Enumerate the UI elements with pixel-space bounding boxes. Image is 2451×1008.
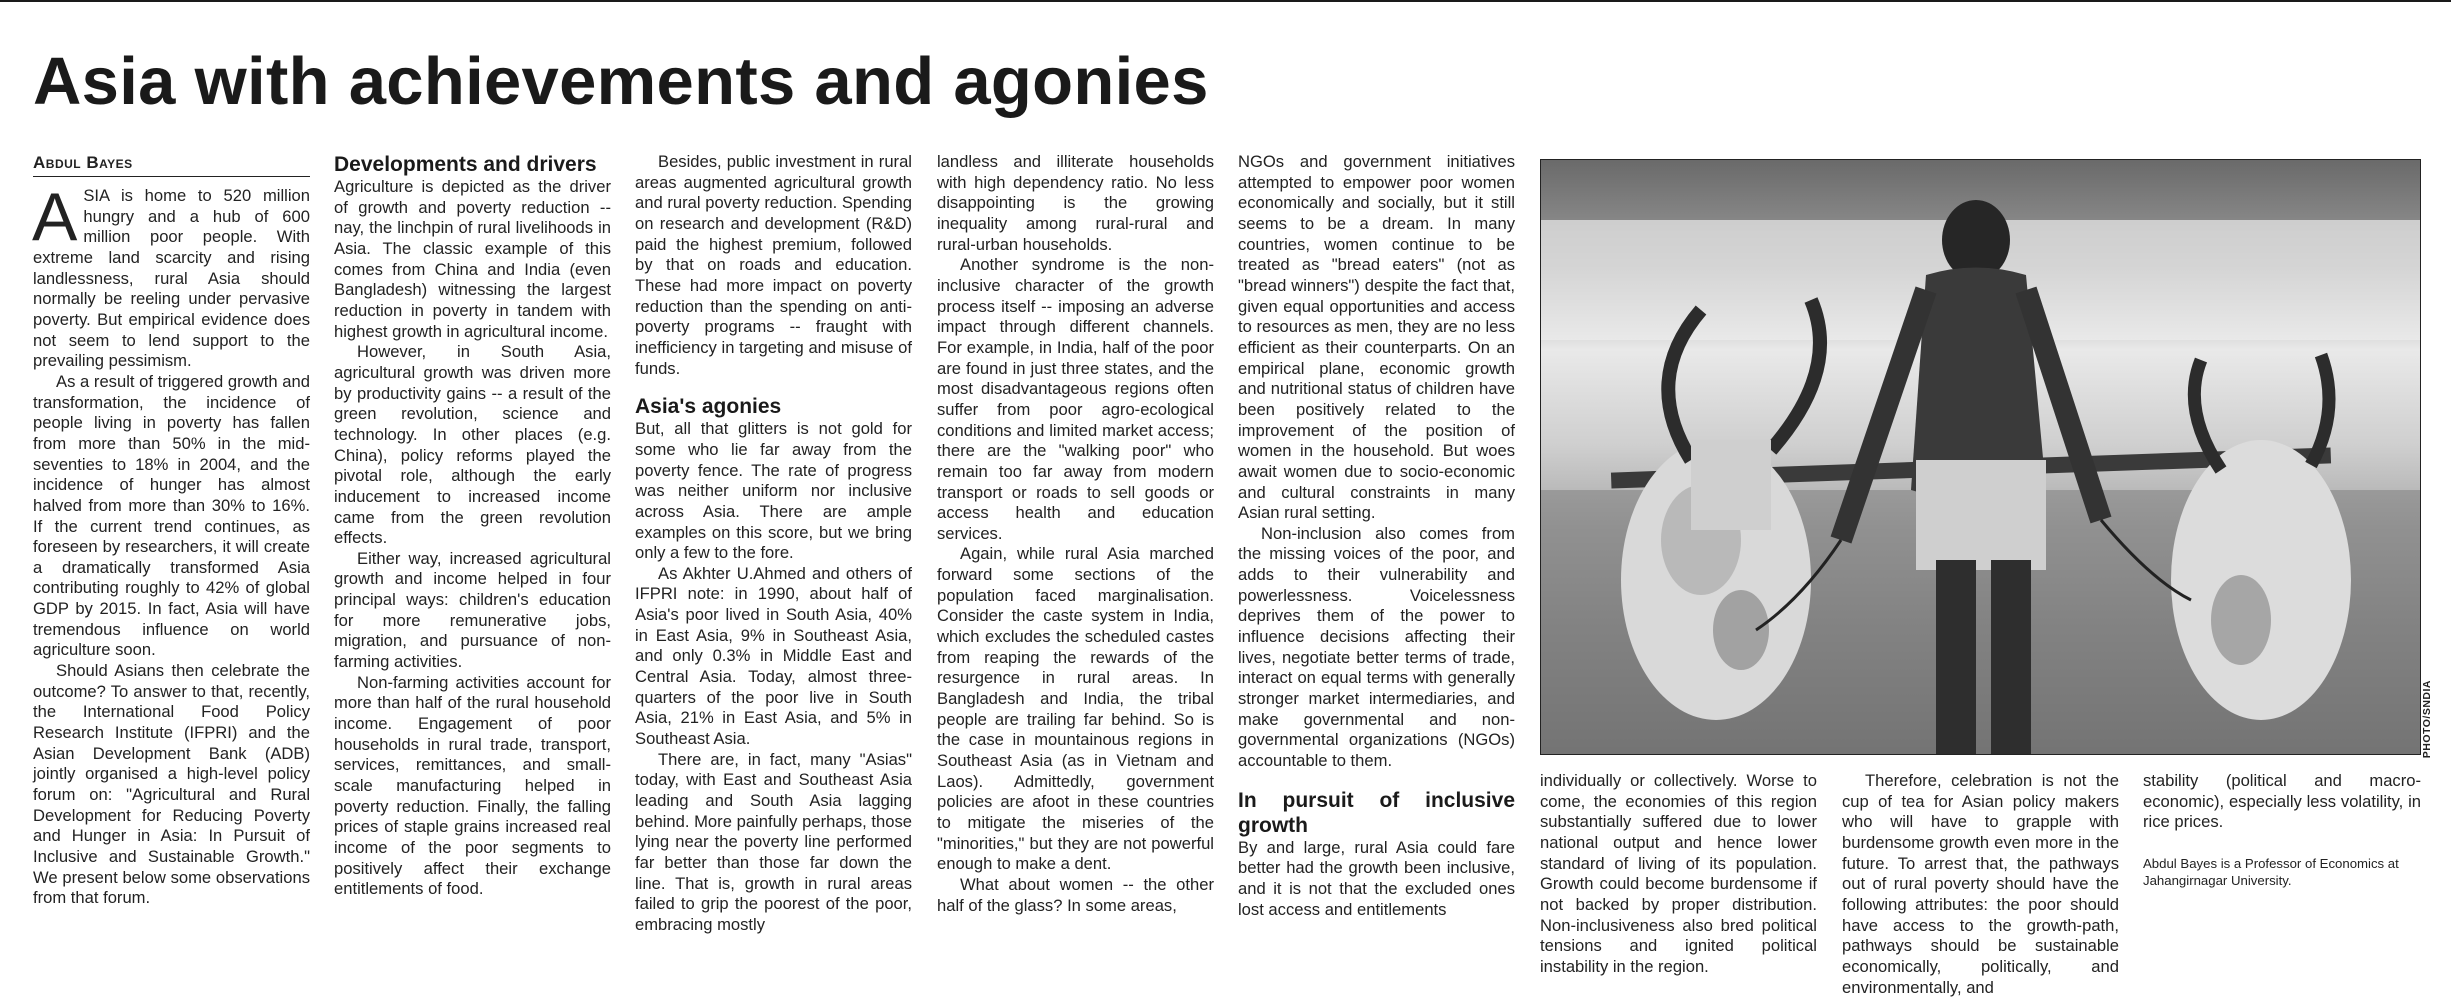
paragraph: As a result of triggered growth and transformation, the incidence of people living in poverty has fallen from more than 50% in the mid-seventies to 18% in 2004, and the incidence of hunger has almost halved from more than 30% to 16%. If the current trend continues, as foreseen by researchers, it will create a dramatically transformed Asia contributing roughly to 42% of global GDP by 2015. In fact, Asia will have tremendous influence on world agriculture soon. [33, 371, 310, 660]
column-8 [2143, 771, 2421, 889]
paragraph: Non-farming activities account for more than half of the rural household income. Engagement of poor households in rural trade, transport, services, remittances, and small-scale manufacturing helped in poverty reduction. Finally, the falling prices of staple grains increased real income of the poor segments to positively affect their exchange entitlements of food. [334, 672, 611, 899]
column-5 [1238, 152, 1515, 920]
farmer-with-oxen-photo [1540, 159, 2421, 755]
paragraph: NGOs and government initiatives attempted to empower poor women economically and socially, but it still seems to be a dream. In many countries, women continue to be treated as "bread eaters" (not as "bread winners") despite the fact that, given equal opportunities and access to resources as men, they are no less efficient as their counterparts. On an empirical plane, economic growth and nutritional status of children have been positively related to the improvement of the position of women in the household. But woes await women due to socio-economic and cultural constraints in many Asian rural setting. [1238, 152, 1515, 523]
column-3 [635, 152, 912, 936]
intro-paragraph: ASIA is home to 520 million hungry and a hub of 600 million poor people. With extreme land scarcity and rising landlessness, rural Asia should normally be reeling under pervasive poverty. But empirical evidence does not seem to lend support to the prevailing pessimism. [32, 179, 310, 371]
paragraph: landless and illiterate households with high dependency ratio. No less disappointing is the growing inequality among rural-rural and rural-urban households. [937, 152, 1214, 254]
column-4 [937, 152, 1214, 916]
paragraph: Either way, increased agricultural growth and income helped in four principal ways: children's education for more remunerative jobs, migration, and pursuance of non-farming activities. [334, 548, 611, 672]
author-note: Abdul Bayes is a Professor of Economics at Jahangirnagar University. [2143, 855, 2399, 888]
column-1 [33, 152, 310, 909]
paragraph: There are, in fact, many "Asias" today, with East and Southeast Asia leading and South Asia lagging behind. More painfully perhaps, those lying near the poverty line performed far better than those far down the line. That is, growth in rural areas failed to grip the poorest of the poor, embracing mostly [635, 749, 912, 934]
section-heading: Developments and drivers [334, 153, 597, 176]
paragraph: As Akhter U.Ahmed and others of IFPRI note: in 1990, about half of Asia's poor lived in South Asia, 40% in East Asia, 9% in Southeast Asia, and only 0.3% in Middle East and Central Asia. Today, almost three-quarters of the poor live in South Asia, 21% in East Asia, and 5% in Southeast Asia. [635, 563, 912, 749]
dropcap: A [32, 179, 78, 255]
photo-credit: PHOTO/SNDIA [2421, 680, 2433, 759]
top-rule [0, 0, 2451, 2]
photo-illustration [1541, 160, 2421, 755]
paragraph: But, all that glitters is not gold for some who lie far away from the poverty fence. The rate of progress was neither uniform nor inclusive across Asia. There are ample examples on this score, but we bring only a few to the fore. [635, 419, 912, 563]
paragraph: Therefore, celebration is not the cup of tea for Asian policy makers who will have to grapple with burdensome growth even more in the future. To arrest that, the pathways out of rural poverty should have the following attributes: the poor should have access to the growth-path, pathways should be sustainable economically, politically, and environmentally, and [1842, 771, 2119, 997]
paragraph: However, in South Asia, agricultural growth was driven more by productivity gains -- a result of the green revolution, science and technology. In other places (e.g. China), policy reforms played the pivotal role, although the early inducement to increased income came from the green revolution effects. [334, 342, 611, 548]
section-heading: Asia's agonies [635, 395, 782, 419]
byline: Abdul Bayes [33, 152, 310, 177]
column-7 [1842, 771, 2119, 998]
paragraph: individually or collectively. Worse to come, the economies of this region substantially suffered due to lower national output and hence lower standard of living of its population. Growth could become burdensome if not backed by proper distribution. Non-inclusiveness also bred political tensions and ignited political instability in the region. [1540, 771, 1817, 976]
paragraph: Another syndrome is the non-inclusive character of the growth process itself -- imposing an adverse impact through different channels. For example, in India, half of the poor are found in just three states, and the most disadvantageous regions often suffer from poor agro-ecological conditions and limited market access; there are the "walking poor" who remain too far away from modern transport or roads to sell goods or access health and education services. [937, 255, 1214, 543]
paragraph: stability (political and macro-economic), especially less volatility, in rice prices. [2143, 771, 2421, 832]
paragraph: What about women -- the other half of the glass? In some areas, [937, 874, 1214, 915]
column-2 [334, 152, 611, 900]
paragraph: Again, while rural Asia marched forward some sections of the population faced marginalisation. Consider the caste system in India, which excludes the scheduled castes from reaping the rewards of the resurgence in rural areas. In Bangladesh and India, the tribal people are trailing far behind. So is the case in mountainous regions in Southeast Asia (as in Vietnam and Laos). Admittedly, government policies are afoot in these countries to mitigate the miseries of the "minorities," but they are not powerful enough to make a dent. [937, 544, 1214, 874]
column-6 [1540, 771, 1817, 978]
paragraph: By and large, rural Asia could fare better had the growth been inclusive, and it is not that the excluded ones lost access and entitlements [1238, 837, 1515, 919]
headline: Asia with achievements and agonies [33, 44, 1209, 119]
paragraph: Should Asians then celebrate the outcome? To answer to that, recently, the International Food Policy Research Institute (IFPRI) and the Asian Development Bank (ADB) jointly organised a high-level policy forum on: "Agricultural and Rural Development for Reducing Poverty and Hunger in Asia: In Pursuit of Inclusive and Sustainable Growth." We present below some observations from that forum. [33, 661, 310, 908]
paragraph: Besides, public investment in rural areas augmented agricultural growth and rural poverty reduction. Spending on research and development (R&D) paid the highest premium, followed by that on roads and education. These had more impact on poverty reduction than the spending on anti-poverty programs -- fraught with inefficiency in targeting and misuse of funds. [635, 152, 912, 378]
paragraph: Non-inclusion also comes from the missing voices of the poor, and adds to their vulnerability and powerlessness. Voicelessness deprives them of the power to influence decisions affecting their lives, negotiate better terms of trade, interact on equal terms with generally stronger market intermediaries, and make governmental and non-governmental organizations (NGOs) accountable to them. [1238, 523, 1515, 771]
section-heading: In pursuit of inclusive growth [1238, 788, 1515, 837]
paragraph: Agriculture is depicted as the driver of growth and poverty reduction -- nay, the linchpin of rural livelihoods in Asia. The classic example of this comes from China and India (even Bangladesh) witnessing the largest reduction in poverty in tandem with highest growth in agricultural income. [334, 177, 611, 341]
